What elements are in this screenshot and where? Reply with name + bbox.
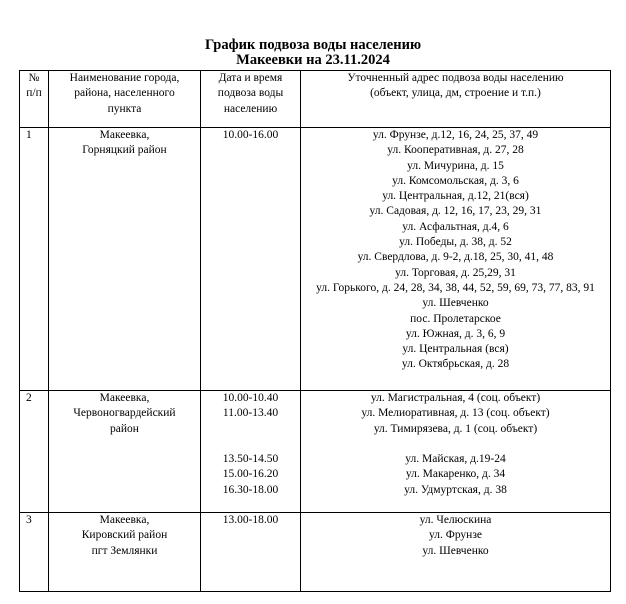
row-time bbox=[201, 128, 301, 391]
address-line: ул. Шевченко bbox=[422, 297, 489, 310]
address-line: ул. Фрунзе, д.12, 16, 24, 25, 37, 49 bbox=[372, 129, 539, 141]
header-address bbox=[301, 71, 611, 128]
time-slot: 13.00-18.00 bbox=[222, 514, 279, 526]
address-line: ул. Фрунзе bbox=[429, 529, 482, 542]
address-line: ул. Мелиоративная, д. 13 (соц. объект) bbox=[361, 407, 550, 420]
row-locality bbox=[49, 513, 201, 592]
address-line: ул. Октябрьская, д. 28 bbox=[401, 358, 510, 371]
locality-line: Червоногвардейский bbox=[73, 407, 176, 420]
time-slot: 10.00-16.00 bbox=[222, 129, 279, 141]
locality-line: Макеевка, bbox=[99, 392, 150, 404]
time-slot: 16.30-18.00 bbox=[222, 483, 279, 496]
header-address-line: (объект, улица, дм, строение и т.п.) bbox=[370, 87, 541, 100]
address-line: ул. Макаренко, д. 34 bbox=[405, 468, 506, 481]
spacer bbox=[203, 437, 298, 452]
header-time-line: населению bbox=[223, 102, 278, 115]
table-header-row bbox=[20, 71, 611, 128]
address-line: ул. Торговая, д. 25,29, 31 bbox=[395, 266, 516, 279]
row-time bbox=[201, 391, 301, 513]
spacer bbox=[203, 422, 298, 437]
header-name-line: Наименование города, bbox=[69, 72, 180, 84]
time-slot: 15.00-16.20 bbox=[222, 468, 279, 481]
row-time bbox=[201, 513, 301, 592]
header-name-line: пункта bbox=[107, 102, 142, 115]
address-line: ул. Асфальтная, д.4, 6 bbox=[402, 220, 509, 233]
table-row bbox=[20, 128, 611, 391]
table-row bbox=[20, 391, 611, 513]
spacer bbox=[303, 437, 608, 452]
row-locality bbox=[49, 128, 201, 391]
address-line: ул. Победы, д. 38, д. 52 bbox=[399, 236, 512, 249]
locality-line: район bbox=[110, 422, 139, 435]
address-line: ул. Кооперативная, д. 27, 28 bbox=[387, 144, 524, 157]
address-line: ул. Тимирязева, д. 1 (соц. объект) bbox=[373, 422, 538, 435]
time-slot: 10.00-10.40 bbox=[222, 392, 279, 404]
row-locality bbox=[49, 391, 201, 513]
address-line: ул. Челюскина bbox=[419, 514, 492, 526]
address-line: ул. Комсомольская, д. 3, 6 bbox=[392, 174, 519, 187]
header-time-line: Дата и время bbox=[218, 72, 283, 84]
address-line: ул. Горького, д. 24, 28, 34, 38, 44, 52, 59, 69, 73, 77, 83, 91 bbox=[316, 281, 595, 294]
locality-line: Макеевка, bbox=[99, 129, 150, 141]
header-number-line: п/п bbox=[26, 87, 42, 100]
header-name-line: района, населенного bbox=[74, 87, 175, 100]
locality-line: пгт Землянки bbox=[91, 544, 158, 557]
row-number: 2 bbox=[20, 391, 49, 513]
water-schedule-table bbox=[19, 70, 611, 592]
header-number-line: № bbox=[28, 72, 40, 84]
row-number: 3 bbox=[20, 513, 49, 592]
document-title-line-2: Макеевки на 23.11.2024 bbox=[236, 52, 390, 68]
address-line: ул. Магистральная, 4 (соц. объект) bbox=[370, 392, 541, 404]
locality-line: Горняцкий район bbox=[82, 144, 167, 157]
header-time-line: подвоза воды bbox=[217, 87, 284, 100]
address-line: ул. Шевченко bbox=[422, 544, 489, 557]
locality-line: Кировский район bbox=[81, 529, 168, 542]
address-line: ул. Майская, д.19-24 bbox=[405, 453, 506, 466]
address-line: пос. Пролетарское bbox=[410, 312, 501, 325]
header-time bbox=[201, 71, 301, 128]
address-line: ул. Центральная (вся) bbox=[402, 343, 509, 356]
address-line: ул. Южная, д. 3, 6, 9 bbox=[405, 327, 506, 340]
header-address-line: Уточненный адрес подвоза воды населению bbox=[347, 72, 564, 84]
time-slot: 11.00-13.40 bbox=[222, 407, 279, 420]
locality-line: Макеевка, bbox=[99, 514, 150, 526]
address-line: ул. Свердлова, д. 9-2, д.18, 25, 30, 41, 48 bbox=[357, 251, 554, 264]
row-addresses bbox=[301, 128, 611, 391]
row-addresses bbox=[301, 391, 611, 513]
address-line: ул. Мичурина, д. 15 bbox=[407, 159, 504, 172]
time-slot: 13.50-14.50 bbox=[222, 453, 279, 466]
header-name bbox=[49, 71, 201, 128]
address-line: ул. Удмуртская, д. 38 bbox=[404, 483, 507, 496]
address-line: ул. Центральная, д.12, 21(вся) bbox=[382, 190, 529, 203]
row-number: 1 bbox=[20, 128, 49, 391]
row-addresses bbox=[301, 513, 611, 592]
address-line: ул. Садовая, д. 12, 16, 17, 23, 29, 31 bbox=[369, 205, 542, 218]
header-number bbox=[20, 71, 49, 128]
table-row bbox=[20, 513, 611, 592]
document-title-line-1: График подвоза воды населению bbox=[204, 37, 422, 53]
